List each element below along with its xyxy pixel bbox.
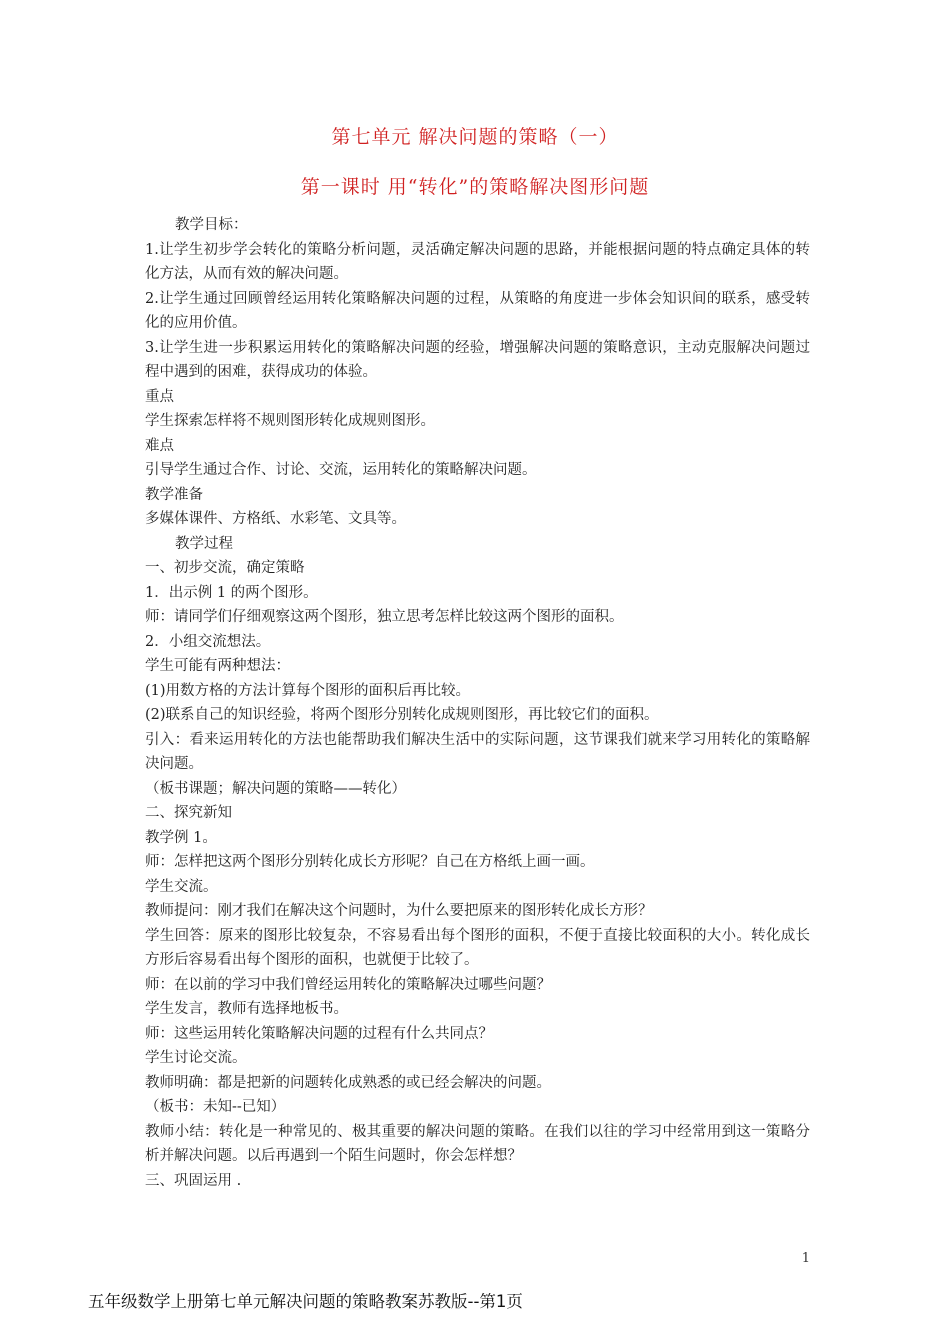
paragraph: 学生探索怎样将不规则图形转化成规则图形。 [145,413,435,429]
page-footer: 五年级数学上册第七单元解决问题的策略教案苏教版--第1页 [88,1292,523,1311]
section-heading: 教学准备 [145,486,203,503]
objective-item: 3.让学生进一步积累运用转化的策略解决问题的经验，增强解决问题的策略意识，主动克服解决问题过程中遇到的困难，获得成功的体验。 [145,339,810,380]
paragraph: （板书课题；解决问题的策略——转化） [145,780,406,797]
paragraph: 2．小组交流想法。 [145,633,271,650]
page-number: 1 [801,1251,810,1266]
section-heading: 难点 [145,437,174,454]
section-heading: 教学过程 [175,535,233,552]
paragraph: 引入：看来运用转化的方法也能帮助我们解决生活中的实际问题，这节课我们就来学习用转化的策略解决问题。 [145,731,810,772]
section-heading: 教学目标： [175,217,248,233]
paragraph: 教师小结：转化是一种常见的、极其重要的解决问题的策略。在我们以往的学习中经常用到这一策略分析并解决问题。以后再遇到一个陌生问题时，你会怎样想？ [145,1123,810,1164]
paragraph: 教师提问：刚才我们在解决这个问题时，为什么要把原来的图形转化成长方形？ [145,903,653,919]
paragraph: 三、巩固运用 . [145,1172,242,1189]
paragraph: 二、探究新知 [145,805,232,821]
lesson-body [145,213,810,1193]
paragraph: 1．出示例 1 的两个图形。 [145,584,318,601]
paragraph: 学生讨论交流。 [145,1050,247,1066]
paragraph: （板书：未知--已知） [145,1099,286,1115]
paragraph: 一、初步交流，确定策略 [145,560,305,576]
unit-title: 第七单元 解决问题的策略（一） [331,126,619,148]
paragraph: 学生回答：原来的图形比较复杂，不容易看出每个图形的面积，不便于直接比较面积的大小。转化成长方形后容易看出每个图形的面积，也就便于比较了。 [145,927,810,968]
paragraph: (1)用数方格的方法计算每个图形的面积后再比较。 [145,682,471,699]
paragraph: 学生可能有两种想法： [145,658,290,674]
paragraph: (2)联系自己的知识经验，将两个图形分别转化成规则图形，再比较它们的面积。 [145,707,659,723]
paragraph: 师：这些运用转化策略解决问题的过程有什么共同点？ [145,1025,493,1042]
paragraph: 教师明确：都是把新的问题转化成熟悉的或已经会解决的问题。 [145,1074,551,1091]
paragraph: 引导学生通过合作、讨论、交流，运用转化的策略解决问题。 [145,462,537,478]
lesson-subtitle: 第一课时 用“转化”的策略解决图形问题 [300,176,650,198]
objective-item: 1.让学生初步学会转化的策略分析问题，灵活确定解决问题的思路，并能根据问题的特点确定具体的转化方法，从而有效的解决问题。 [145,241,810,282]
paragraph: 教学例 1。 [145,829,217,846]
section-heading: 重点 [145,388,174,405]
paragraph: 师：在以前的学习中我们曾经运用转化的策略解决过哪些问题？ [145,976,551,993]
objective-item: 2.让学生通过回顾曾经运用转化策略解决问题的过程，从策略的角度进一步体会知识间的联系，感受转化的应用价值。 [145,290,810,331]
paragraph: 多媒体课件、方格纸、水彩笔、文具等。 [145,511,406,527]
paragraph: 师：请同学们仔细观察这两个图形，独立思考怎样比较这两个图形的面积。 [145,609,624,625]
paragraph: 学生发言，教师有选择地板书。 [145,1001,348,1017]
paragraph: 师：怎样把这两个图形分别转化成长方形呢？自己在方格纸上画一画。 [145,854,595,870]
paragraph: 学生交流。 [145,878,218,895]
